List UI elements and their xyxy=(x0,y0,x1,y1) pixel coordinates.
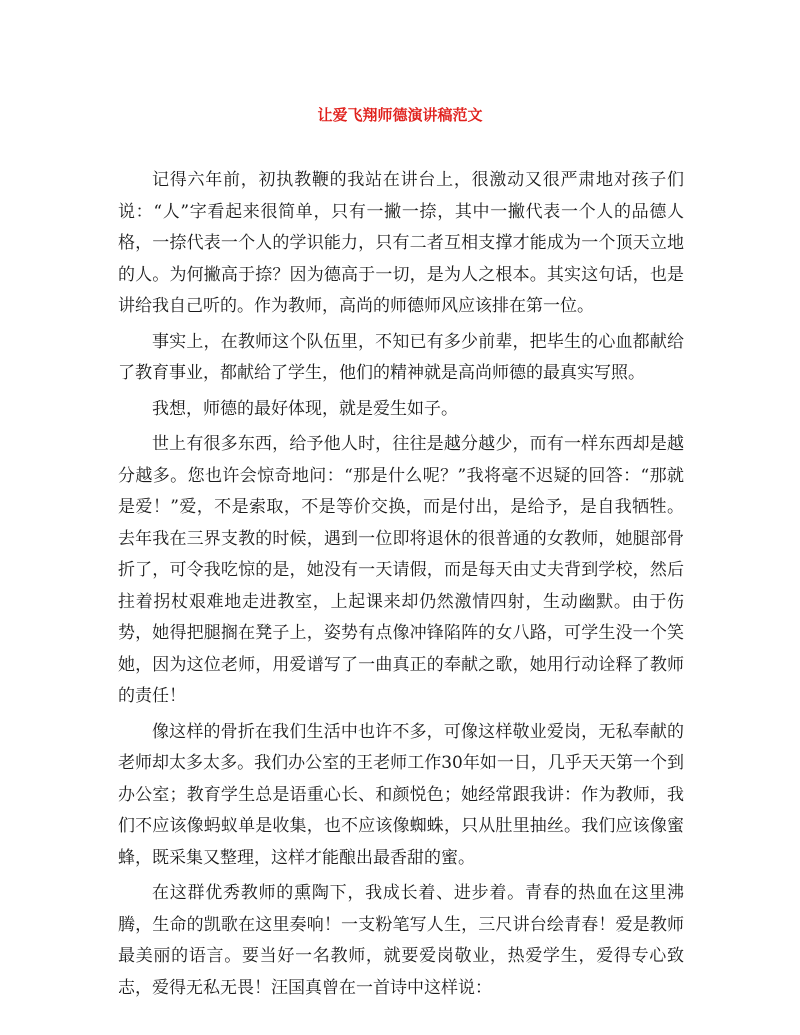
document-title: 让爱飞翔师德演讲稿范文 xyxy=(317,106,483,124)
paragraph: 像这样的骨折在我们生活中也许不多，可像这样敬业爱岗，无私奉献的老师却太多太多。我们办公室的王老师工作30年如一日，几乎天天第一个到办公室；教育学生总是语重心长、和颜悦色；她经常跟我讲：作为教师，我们不应该像蚂蚁单是收集，也不应该像蜘蛛，只从肚里抽丝。我们应该像蜜蜂，既采集又整理，这样才能酿出最香甜的蜜。 xyxy=(118,721,684,868)
document-body xyxy=(118,165,684,1008)
paragraph: 我想，师德的最好体现，就是爱生如子。 xyxy=(152,398,458,419)
paragraph: 记得六年前，初执教鞭的我站在讲台上，很激动又很严肃地对孩子们说：“人”字看起来很简单，只有一撇一捺，其中一撇代表一个人的品德人格，一捺代表一个人的学识能力，只有二者互相支撑才能成为一个顶天立地的人。为何撇高于捺？因为德高于一切，是为人之根本。其实这句话，也是讲给我自己听的。作为教师，高尚的师德师风应该排在第一位。 xyxy=(118,170,684,316)
paragraph: 事实上，在教师这个队伍里，不知已有多少前辈，把毕生的心血都献给了教育事业，都献给了学生，他们的精神就是高尚师德的最真实写照。 xyxy=(118,331,684,383)
paragraph: 在这群优秀教师的熏陶下，我成长着、进步着。青春的热血在这里沸腾，生命的凯歌在这里奏响！一支粉笔写人生，三尺讲台绘青春！爱是教师最美丽的语言。要当好一名教师，就要爱岗敬业，热爱学生，爱得专心致志，爱得无私无畏！汪国真曾在一首诗中这样说： xyxy=(118,883,684,998)
paragraph: 世上有很多东西，给予他人时，往往是越分越少，而有一样东西却是越分越多。您也许会惊奇地问：“那是什么呢？”我将毫不迟疑的回答：“那就是爱！”爱，不是索取，不是等价交换，而是付出，是给予，是自我牺牲。去年我在三界支教的时候，遇到一位即将退休的很普通的女教师，她腿部骨折了，可令我吃惊的是，她没有一天请假，而是每天由丈夫背到学校，然后拄着拐杖艰难地走进教室，上起课来却仍然激情四射，生动幽默。由于伤势，她得把腿搁在凳子上，姿势有点像冲锋陷阵的女八路，可学生没一个笑她，因为这位老师，用爱谱写了一曲真正的奉献之歌，她用行动诠释了教师的责任！ xyxy=(118,434,684,706)
